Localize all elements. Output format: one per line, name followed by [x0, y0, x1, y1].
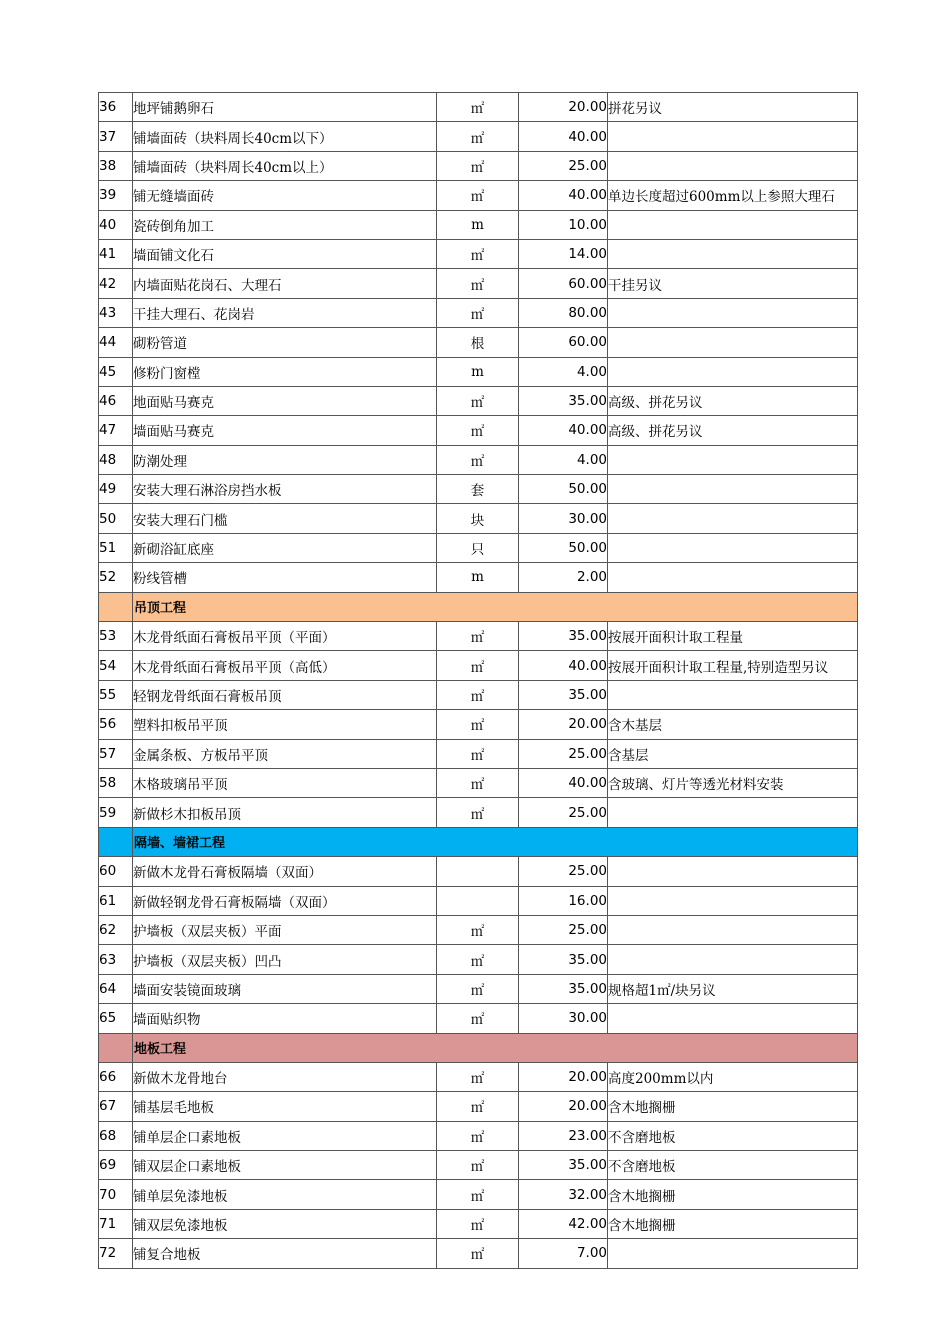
item-name-cell: 护墙板（双层夹板）凹凸: [133, 945, 437, 974]
item-number-cell: 48: [99, 445, 133, 474]
table-row: [99, 974, 858, 1003]
item-number-cell: 44: [99, 328, 133, 357]
item-number-cell: 66: [99, 1062, 133, 1091]
item-number-cell: 69: [99, 1151, 133, 1180]
table-row: [99, 357, 858, 386]
table-row: [99, 151, 858, 180]
item-number-cell: 58: [99, 768, 133, 797]
item-price-cell: 4.00: [519, 357, 608, 386]
item-unit-cell: 块: [437, 504, 519, 533]
table-row: [99, 93, 858, 122]
item-price-cell: 40.00: [519, 181, 608, 210]
item-name-cell: 新做轻钢龙骨石膏板隔墙（双面）: [133, 886, 437, 915]
item-note-cell: [608, 1239, 858, 1268]
table-row: [99, 386, 858, 415]
item-number-cell: 53: [99, 622, 133, 651]
item-name-cell: 木龙骨纸面石膏板吊平顶（高低）: [133, 651, 437, 680]
table-row: [99, 886, 858, 915]
item-price-cell: 35.00: [519, 945, 608, 974]
item-price-cell: 40.00: [519, 122, 608, 151]
table-row: [99, 210, 858, 239]
item-name-cell: 墙面铺文化石: [133, 239, 437, 268]
item-name-cell: 瓷砖倒角加工: [133, 210, 437, 239]
table-row: [99, 298, 858, 327]
item-number-cell: 46: [99, 386, 133, 415]
item-price-cell: 25.00: [519, 915, 608, 944]
section-header-row: [99, 827, 858, 856]
item-note-cell: 高级、拼花另议: [608, 416, 858, 445]
item-name-cell: 新砌浴缸底座: [133, 533, 437, 562]
item-note-cell: [608, 915, 858, 944]
item-unit-cell: 套: [437, 475, 519, 504]
table-row: [99, 710, 858, 739]
item-unit-cell: ㎡: [437, 739, 519, 768]
table-row: [99, 915, 858, 944]
item-note-cell: 拼花另议: [608, 93, 858, 122]
table-row: [99, 1209, 858, 1238]
item-number-cell: 71: [99, 1209, 133, 1238]
item-name-cell: 修粉门窗樘: [133, 357, 437, 386]
item-note-cell: [608, 1004, 858, 1033]
item-note-cell: 含基层: [608, 739, 858, 768]
item-note-cell: [608, 886, 858, 915]
item-unit-cell: ㎡: [437, 239, 519, 268]
item-note-cell: [608, 680, 858, 709]
item-unit-cell: ㎡: [437, 151, 519, 180]
item-unit-cell: ㎡: [437, 122, 519, 151]
item-unit-cell: ㎡: [437, 386, 519, 415]
section-header-row: [99, 1033, 858, 1062]
table-row: [99, 622, 858, 651]
item-unit-cell: [437, 886, 519, 915]
item-price-cell: 32.00: [519, 1180, 608, 1209]
item-name-cell: 墙面贴马赛克: [133, 416, 437, 445]
item-number-cell: 38: [99, 151, 133, 180]
item-price-cell: 25.00: [519, 739, 608, 768]
item-name-cell: 地面贴马赛克: [133, 386, 437, 415]
item-unit-cell: 只: [437, 533, 519, 562]
item-number-cell: 37: [99, 122, 133, 151]
item-note-cell: 单边长度超过600mm以上参照大理石: [608, 181, 858, 210]
item-note-cell: 含木地搁栅: [608, 1092, 858, 1121]
item-unit-cell: ㎡: [437, 798, 519, 827]
item-price-cell: 35.00: [519, 622, 608, 651]
table-row: [99, 1092, 858, 1121]
item-unit-cell: ㎡: [437, 181, 519, 210]
item-note-cell: 按展开面积计取工程量,特别造型另议: [608, 651, 858, 680]
item-unit-cell: 根: [437, 328, 519, 357]
item-price-cell: 50.00: [519, 475, 608, 504]
item-number-cell: 52: [99, 563, 133, 592]
item-number-cell: 45: [99, 357, 133, 386]
item-note-cell: [608, 504, 858, 533]
item-name-cell: 铺无缝墙面砖: [133, 181, 437, 210]
item-name-cell: 木龙骨纸面石膏板吊平顶（平面）: [133, 622, 437, 651]
item-number-cell: 47: [99, 416, 133, 445]
item-number-cell: 56: [99, 710, 133, 739]
item-note-cell: [608, 151, 858, 180]
table-row: [99, 1180, 858, 1209]
item-name-cell: 铺双层企口素地板: [133, 1151, 437, 1180]
item-note-cell: 不含磨地板: [608, 1151, 858, 1180]
item-unit-cell: ㎡: [437, 1180, 519, 1209]
item-name-cell: 塑料扣板吊平顶: [133, 710, 437, 739]
item-note-cell: 高度200mm以内: [608, 1062, 858, 1091]
item-unit-cell: ㎡: [437, 269, 519, 298]
item-number-cell: 41: [99, 239, 133, 268]
table-row: [99, 533, 858, 562]
item-number-cell: 67: [99, 1092, 133, 1121]
item-unit-cell: ㎡: [437, 622, 519, 651]
table-row: [99, 945, 858, 974]
item-unit-cell: ㎡: [437, 915, 519, 944]
table-row: [99, 1121, 858, 1150]
item-unit-cell: ㎡: [437, 1004, 519, 1033]
table-row: [99, 1151, 858, 1180]
table-row: [99, 680, 858, 709]
item-price-cell: 10.00: [519, 210, 608, 239]
item-name-cell: 墙面安装镜面玻璃: [133, 974, 437, 1003]
item-number-cell: 70: [99, 1180, 133, 1209]
item-note-cell: [608, 445, 858, 474]
item-number-cell: 61: [99, 886, 133, 915]
item-number-cell: 57: [99, 739, 133, 768]
item-name-cell: 墙面贴织物: [133, 1004, 437, 1033]
item-name-cell: 金属条板、方板吊平顶: [133, 739, 437, 768]
item-price-cell: 50.00: [519, 533, 608, 562]
item-price-cell: 25.00: [519, 798, 608, 827]
table-row: [99, 651, 858, 680]
item-price-cell: 40.00: [519, 651, 608, 680]
item-name-cell: 砌粉管道: [133, 328, 437, 357]
item-note-cell: [608, 298, 858, 327]
item-price-cell: 35.00: [519, 386, 608, 415]
item-name-cell: 安装大理石门槛: [133, 504, 437, 533]
item-unit-cell: ㎡: [437, 680, 519, 709]
table-row: [99, 475, 858, 504]
item-number-cell: 40: [99, 210, 133, 239]
table-row: [99, 1239, 858, 1268]
item-number-cell: 64: [99, 974, 133, 1003]
item-unit-cell: ㎡: [437, 945, 519, 974]
item-number-cell: 55: [99, 680, 133, 709]
item-number-cell: 54: [99, 651, 133, 680]
item-price-cell: 30.00: [519, 504, 608, 533]
item-price-cell: 20.00: [519, 710, 608, 739]
table-row: [99, 328, 858, 357]
item-name-cell: 干挂大理石、花岗岩: [133, 298, 437, 327]
item-name-cell: 安装大理石淋浴房挡水板: [133, 475, 437, 504]
item-number-cell: 62: [99, 915, 133, 944]
item-name-cell: 铺复合地板: [133, 1239, 437, 1268]
item-note-cell: [608, 239, 858, 268]
table-row: [99, 798, 858, 827]
item-price-cell: 35.00: [519, 680, 608, 709]
item-number-cell: 39: [99, 181, 133, 210]
item-unit-cell: ㎡: [437, 416, 519, 445]
item-price-cell: 20.00: [519, 93, 608, 122]
item-unit-cell: ㎡: [437, 651, 519, 680]
item-unit-cell: m: [437, 357, 519, 386]
item-price-cell: 23.00: [519, 1121, 608, 1150]
item-price-cell: 80.00: [519, 298, 608, 327]
item-name-cell: 铺双层免漆地板: [133, 1209, 437, 1238]
item-note-cell: 高级、拼花另议: [608, 386, 858, 415]
item-number-cell: 68: [99, 1121, 133, 1150]
section-title: 吊顶工程: [133, 592, 858, 621]
item-name-cell: 新做木龙骨地台: [133, 1062, 437, 1091]
item-name-cell: 护墙板（双层夹板）平面: [133, 915, 437, 944]
item-number-cell: 50: [99, 504, 133, 533]
item-number-cell: 63: [99, 945, 133, 974]
section-header-row: [99, 592, 858, 621]
item-name-cell: 内墙面贴花岗石、大理石: [133, 269, 437, 298]
table-row: [99, 239, 858, 268]
item-name-cell: 地坪铺鹅卵石: [133, 93, 437, 122]
item-note-cell: [608, 328, 858, 357]
item-number-cell: 49: [99, 475, 133, 504]
table-row: [99, 857, 858, 886]
item-price-cell: 40.00: [519, 768, 608, 797]
item-price-cell: 20.00: [519, 1062, 608, 1091]
item-unit-cell: ㎡: [437, 93, 519, 122]
item-price-cell: 35.00: [519, 1151, 608, 1180]
item-number-cell: 43: [99, 298, 133, 327]
item-unit-cell: ㎡: [437, 1151, 519, 1180]
item-number-cell: 51: [99, 533, 133, 562]
item-note-cell: [608, 533, 858, 562]
table-row: [99, 768, 858, 797]
item-price-cell: 2.00: [519, 563, 608, 592]
item-note-cell: 含木基层: [608, 710, 858, 739]
item-price-cell: 30.00: [519, 1004, 608, 1033]
item-unit-cell: ㎡: [437, 1092, 519, 1121]
section-no-cell: [99, 592, 133, 621]
item-unit-cell: m: [437, 563, 519, 592]
item-unit-cell: ㎡: [437, 1062, 519, 1091]
item-number-cell: 60: [99, 857, 133, 886]
item-unit-cell: ㎡: [437, 974, 519, 1003]
item-name-cell: 铺墙面砖（块料周长40cm以上）: [133, 151, 437, 180]
item-price-cell: 40.00: [519, 416, 608, 445]
item-note-cell: 干挂另议: [608, 269, 858, 298]
table-row: [99, 739, 858, 768]
item-note-cell: [608, 798, 858, 827]
item-name-cell: 轻钢龙骨纸面石膏板吊顶: [133, 680, 437, 709]
table-row: [99, 445, 858, 474]
item-number-cell: 65: [99, 1004, 133, 1033]
item-note-cell: 按展开面积计取工程量: [608, 622, 858, 651]
item-unit-cell: ㎡: [437, 445, 519, 474]
item-price-cell: 60.00: [519, 269, 608, 298]
item-unit-cell: ㎡: [437, 1121, 519, 1150]
item-price-cell: 25.00: [519, 151, 608, 180]
item-price-cell: 16.00: [519, 886, 608, 915]
item-note-cell: [608, 945, 858, 974]
item-price-cell: 14.00: [519, 239, 608, 268]
item-number-cell: 59: [99, 798, 133, 827]
item-name-cell: 新做木龙骨石膏板隔墙（双面）: [133, 857, 437, 886]
item-note-cell: [608, 563, 858, 592]
item-unit-cell: ㎡: [437, 768, 519, 797]
item-price-cell: 25.00: [519, 857, 608, 886]
item-note-cell: [608, 475, 858, 504]
item-price-cell: 20.00: [519, 1092, 608, 1121]
item-name-cell: 铺墙面砖（块料周长40cm以下）: [133, 122, 437, 151]
price-list-table: [98, 92, 858, 1269]
item-name-cell: 铺基层毛地板: [133, 1092, 437, 1121]
item-number-cell: 42: [99, 269, 133, 298]
item-name-cell: 铺单层企口素地板: [133, 1121, 437, 1150]
table-row: [99, 181, 858, 210]
table-row: [99, 504, 858, 533]
item-note-cell: 规格超1㎡/块另议: [608, 974, 858, 1003]
table-row: [99, 1004, 858, 1033]
item-unit-cell: [437, 857, 519, 886]
item-price-cell: 7.00: [519, 1239, 608, 1268]
item-name-cell: 木格玻璃吊平顶: [133, 768, 437, 797]
item-note-cell: 含玻璃、灯片等透光材料安装: [608, 768, 858, 797]
item-note-cell: [608, 122, 858, 151]
table-row: [99, 416, 858, 445]
item-name-cell: 铺单层免漆地板: [133, 1180, 437, 1209]
item-unit-cell: ㎡: [437, 298, 519, 327]
table-row: [99, 1062, 858, 1091]
item-name-cell: 防潮处理: [133, 445, 437, 474]
table-row: [99, 563, 858, 592]
item-name-cell: 粉线管槽: [133, 563, 437, 592]
item-note-cell: 含木地搁栅: [608, 1209, 858, 1238]
section-title: 地板工程: [133, 1033, 858, 1062]
section-no-cell: [99, 827, 133, 856]
item-unit-cell: ㎡: [437, 710, 519, 739]
item-price-cell: 4.00: [519, 445, 608, 474]
item-price-cell: 35.00: [519, 974, 608, 1003]
item-note-cell: [608, 210, 858, 239]
item-number-cell: 72: [99, 1239, 133, 1268]
item-unit-cell: ㎡: [437, 1239, 519, 1268]
table-row: [99, 269, 858, 298]
item-note-cell: 不含磨地板: [608, 1121, 858, 1150]
item-number-cell: 36: [99, 93, 133, 122]
item-note-cell: 含木地搁栅: [608, 1180, 858, 1209]
price-list-body: [99, 93, 858, 1269]
item-price-cell: 42.00: [519, 1209, 608, 1238]
item-note-cell: [608, 357, 858, 386]
item-unit-cell: ㎡: [437, 1209, 519, 1238]
item-note-cell: [608, 857, 858, 886]
section-title: 隔墙、墙裙工程: [133, 827, 858, 856]
item-name-cell: 新做杉木扣板吊顶: [133, 798, 437, 827]
section-no-cell: [99, 1033, 133, 1062]
table-row: [99, 122, 858, 151]
item-unit-cell: m: [437, 210, 519, 239]
item-price-cell: 60.00: [519, 328, 608, 357]
